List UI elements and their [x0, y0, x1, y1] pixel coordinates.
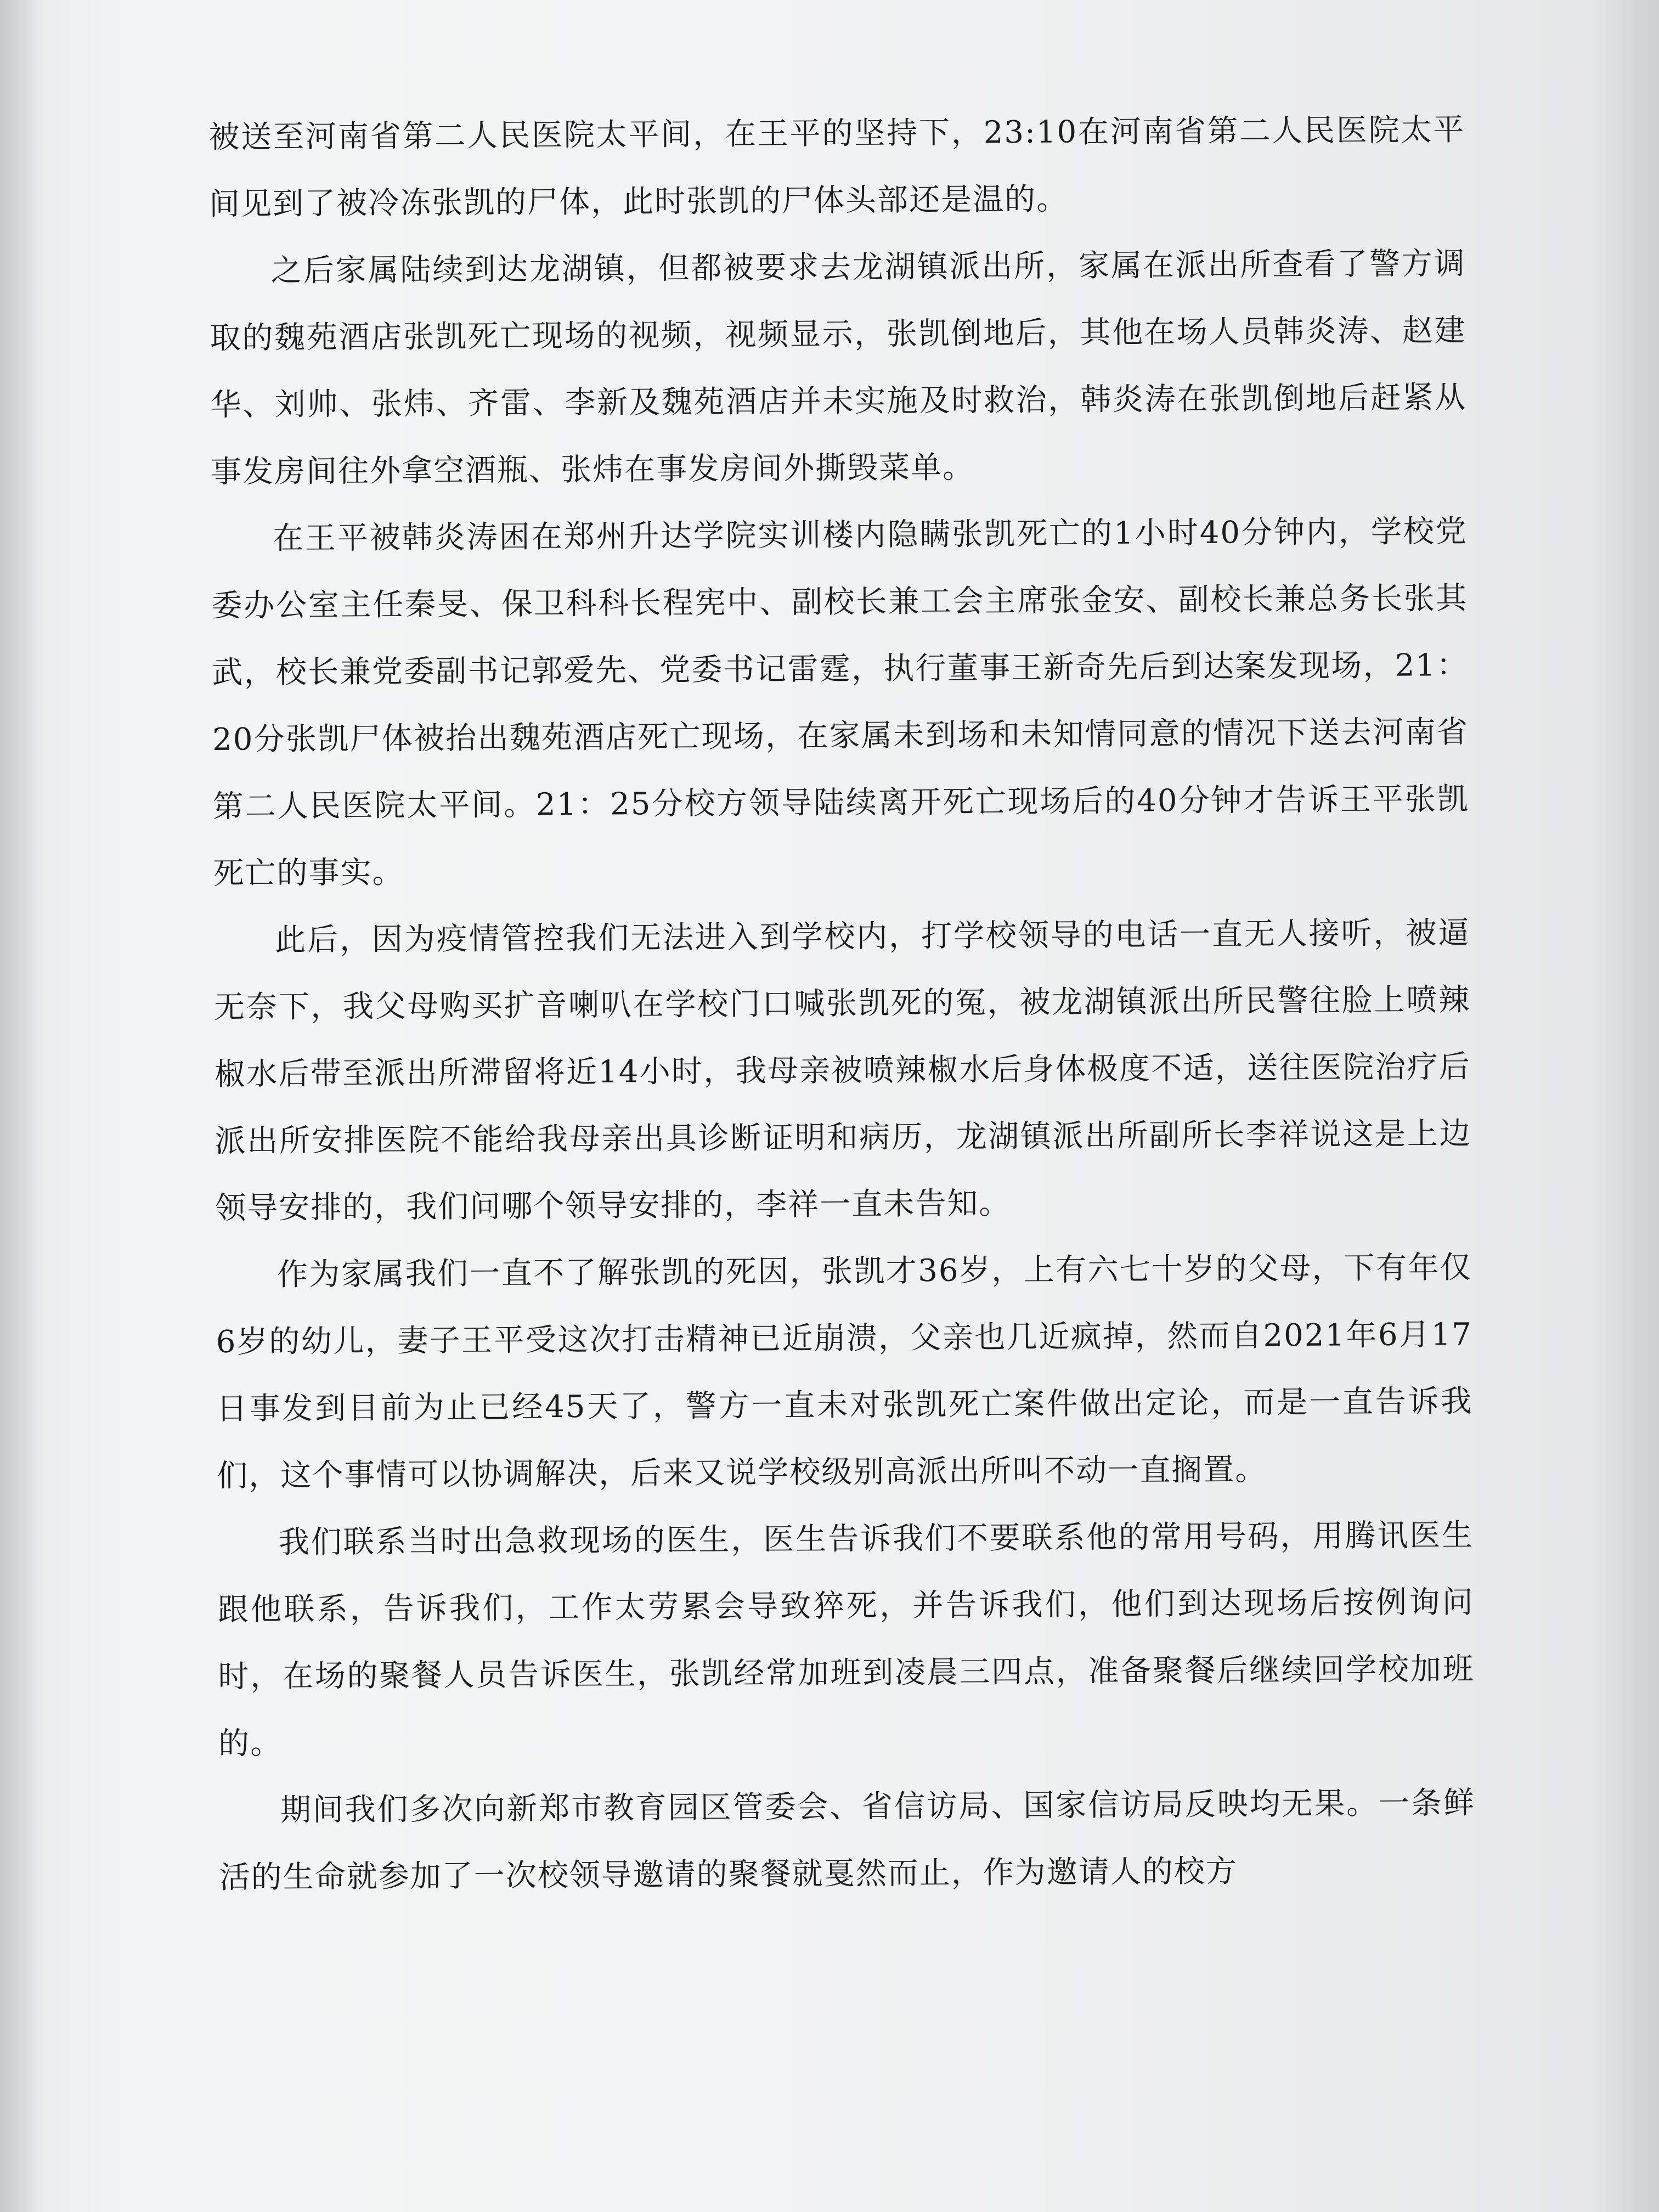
- paragraph-1: 被送至河南省第二人民医院太平间，在王平的坚持下，23:10在河南省第二人民医院太平间见到了被冷冻张凯的尸体，此时张凯的尸体头部还是温的。: [208, 112, 1465, 222]
- document-body: [208, 97, 1476, 1911]
- paragraph-5: 作为家属我们一直不了解张凯的死因，张凯才36岁，上有六七十岁的父母，下有年仅6岁的幼儿，妻子王平受这次打击精神已近崩溃，父亲也几近疯掉，然而自2021年6月17日事发到目前为止已经45天了，警方一直未对张凯死亡案件做出定论，而是一直告诉我们，这个事情可以协调解决，后来又说学校级别高派出所叫不动一直搁置。: [216, 1249, 1473, 1494]
- paragraph-3: 在王平被韩炎涛困在郑州升达学院实训楼内隐瞒张凯死亡的1小时40分钟内，学校党委办公室主任秦旻、保卫科科长程宪中、副校长兼工会主席张金安、副校长兼总务长张其武，校长兼党委副书记郭爱先、党委书记雷霆，执行董事王新奇先后到达案发现场，21：20分张凯尸体被抬出魏苑酒店死亡现场，在家属未到场和未知情同意的情况下送去河南省第二人民医院太平间。21：25分校方领导陆续离开死亡现场后的40分钟才告诉王平张凯死亡的事实。: [211, 513, 1469, 891]
- paragraph-7: 期间我们多次向新郑市教育园区管委会、省信访局、国家信访局反映均无果。一条鲜活的生命就参加了一次校领导邀请的聚餐就戛然而止，作为邀请人的校方: [219, 1785, 1476, 1895]
- paragraph-2: 之后家属陆续到达龙湖镇，但都被要求去龙湖镇派出所，家属在派出所查看了警方调取的魏苑酒店张凯死亡现场的视频，视频显示，张凯倒地后，其他在场人员韩炎涛、赵建华、刘帅、张炜、齐雷、李新及魏苑酒店并未实施及时救治，韩炎涛在张凯倒地后赶紧从事发房间往外拿空酒瓶、张炜在事发房间外撕毁菜单。: [210, 246, 1467, 490]
- paragraph-6: 我们联系当时出急救现场的医生，医生告诉我们不要联系他的常用号码，用腾讯医生跟他联系，告诉我们，工作太劳累会导致猝死，并告诉我们，他们到达现场后按例询问时，在场的聚餐人员告诉医生，张凯经常加班到凌晨三四点，准备聚餐后继续回学校加班的。: [217, 1517, 1475, 1762]
- paragraph-4: 此后，因为疫情管控我们无法进入到学校内，打学校领导的电话一直无人接听，被逼无奈下，我父母购买扩音喇叭在学校门口喊张凯死的冤，被龙湖镇派出所民警往脸上喷辣椒水后带至派出所滞留将近14小时，我母亲被喷辣椒水后身体极度不适，送往医院治疗后派出所安排医院不能给我母亲出具诊断证明和病历，龙湖镇派出所副所长李祥说这是上边领导安排的，我们问哪个领导安排的，李祥一直未告知。: [213, 915, 1471, 1226]
